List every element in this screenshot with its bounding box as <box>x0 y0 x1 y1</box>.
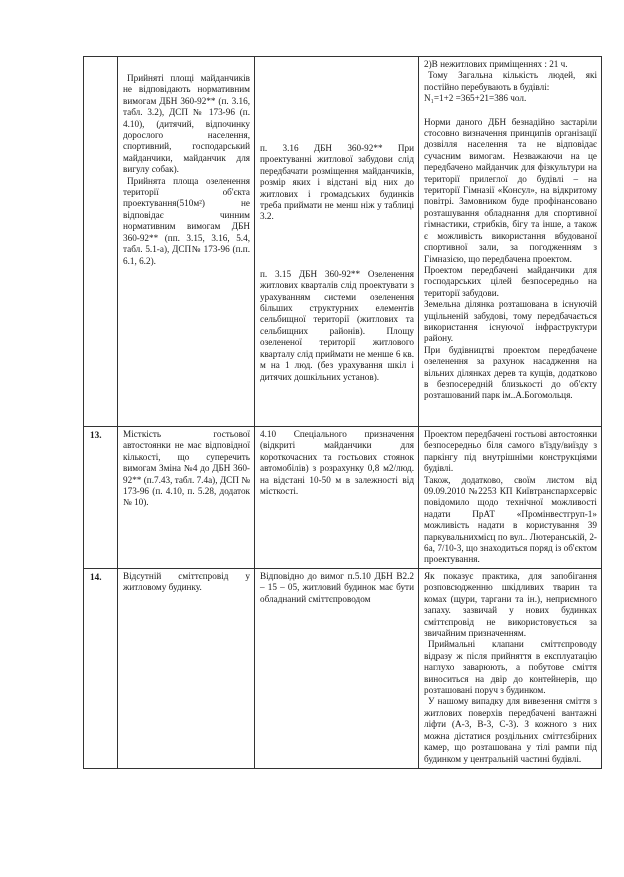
norm-cell <box>255 569 419 769</box>
norm-cell <box>255 427 419 569</box>
remark-cell <box>118 427 255 569</box>
response-cell <box>419 57 602 427</box>
response-paragraph: Також, додатково, своїм листом від 09.09.2010 №2253 КП Київтранспархсервіс повідомило щодо технічної можливості надати ПрАТ «Промінвестгруп-1» можливість надати в користування 39 паркувальнихмісц по вул.. Лютеранській, 2-6а, 7/10-3, що знаходиться поряд із об'єктом проектування. <box>424 474 597 565</box>
table-row <box>84 427 602 569</box>
remark-paragraph: Відсутній сміттєпровід у житловому будинку. <box>123 571 250 593</box>
response-paragraph: N₁=1+2 =365+21=386 чол. <box>424 93 527 104</box>
response-cell <box>419 569 602 769</box>
response-paragraph: У нашому випадку для вивезення сміття з житлових поверхів передбачені вантажні ліфти (А-3, В-3, С-3). З кожного з них можна дістатися роздільних сміттєзбірних камер, що розташована у тілі рампи під будинком у центральній частині будівлі. <box>424 696 597 764</box>
response-cell <box>419 427 602 569</box>
row-number: 13. <box>84 427 118 569</box>
response-paragraph: Норми даного ДБН безнадійно застаріли стосовно визначення принципів організації дозвілля населення та не відповідає сучасним вимогам. Незважаючи на це передбачено майданчик для фізкультури на території прилеглої до будівлі – на території Гімназії «Консул», на відкритому повітрі. Замовником буде профінансовано розташування обладнання для спортивної гімнастики, стрибків, бігу та інше, а також є можливість використання вбудованої спортивної зали, за погодженням з Гімназією, що передбачена проектом. <box>424 116 597 264</box>
norm-paragraph: 4.10 Спеціального призначення (відкриті майданчики для короткочасних та гостьових стоянок автомобілів) з розрахунку 0,8 м2/люд. на відстані 10-50 м в залежності від місткості. <box>260 429 414 497</box>
response-paragraph: 2)В нежитлових приміщеннях : 21 ч. <box>424 59 568 69</box>
norm-paragraph: п. 3.16 ДБН 360-92** При проектуванні житлової забудови слід передбачати розміщення майданчиків, розмір яких і відстані від них до житлових і громадських будинків треба приймати не менш ніж у таблиці 3.2. <box>260 143 414 222</box>
remarks-table <box>83 56 602 769</box>
remark-cell <box>118 569 255 769</box>
table-row <box>84 569 602 769</box>
remark-paragraph: Місткість гостьової автостоянки не має відповідної кількості, що суперечить вимогам Зміна №4 до ДБН 360-92** (п.7.43, табл. 7.4а), ДСП № 173-96 (п. 4.10, п. 5.28, додаток № 10). <box>123 429 250 508</box>
response-paragraph: Проектом передбачені гостьові автостоянки безпосередньо біля самого в'їзду/виїзду з паркінгу під внутрішніми конструкціями будівлі. <box>424 429 597 474</box>
row-number: 14. <box>84 569 118 769</box>
response-paragraph: Тому Загальна кількість людей, які постійно перебувають в будівлі: <box>424 70 597 92</box>
row-number <box>84 57 118 427</box>
response-paragraph: Проектом передбачені майданчики для господарських цілей безпосередньо на території забудови. <box>424 264 597 298</box>
norm-cell <box>255 57 419 427</box>
norm-paragraph: п. 3.15 ДБН 360-92** Озеленення житлових кварталів слід проектувати з урахуванням системи озеленення більших структурних елементів сельбищної території (житлових та сельбищних районів). Площу озелененої території житлового кварталу слід приймати не менше 6 кв. м на 1 люд. (без урахування шкіл і дитячих дошкільних установ). <box>260 268 414 382</box>
response-paragraph: Як показує практика, для запобігання розповсюдженню шкідливих тварин та комах (щури, таргани та ін.), неприємного запаху. зазвичай у нових будинках сміттєпровід не використовується за звичайним призначенням. <box>424 571 597 639</box>
norm-paragraph: Відповідно до вимог п.5.10 ДБН В2.2 – 15 – 05, житловий будинок має бути обладнаний сміттєпроводом <box>260 571 414 604</box>
response-paragraph: Земельна ділянка розташована в існуючій ущільненій забудові, тому передбачається використання існуючої інфраструктури району. <box>424 299 597 344</box>
response-paragraph: Приймальні клапани сміттєпроводу відразу ж після прийняття в експлуатацію наглухо заварюють, а побутове сміття виноситься на двір до контейнерів, що розташовані поруч з будинком. <box>424 639 597 696</box>
remark-paragraph: Прийняті площі майданчиків не відповідають нормативним вимогам ДБН 360-92** (п. 3.16, табл. 3.2), ДСП № 173-96 (п. 4.10), (дитячий, відпочинку дорослого населення, спортивний, господарський майданчики, майданчик для вигулу собак). <box>123 73 250 175</box>
response-paragraph: При будівництві проектом передбачене озеленення за рахунок насадження на вільних ділянках дерев та кущів, додатково в безпосередній близькості до об'єкту розташований парк ім..А.Богомольця. <box>424 344 597 401</box>
table-row <box>84 57 602 427</box>
remark-cell <box>118 57 255 427</box>
remark-paragraph: Прийнята площа озеленення території об'єкта проектування(510м²) не відповідає чинним нормативним вимогам ДБН 360-92** (пп. 3.15, 3.16, 5.4, табл. 5.1-а), ДСП№ 173-96 (п.п. 6.1, 6.2). <box>123 175 250 266</box>
